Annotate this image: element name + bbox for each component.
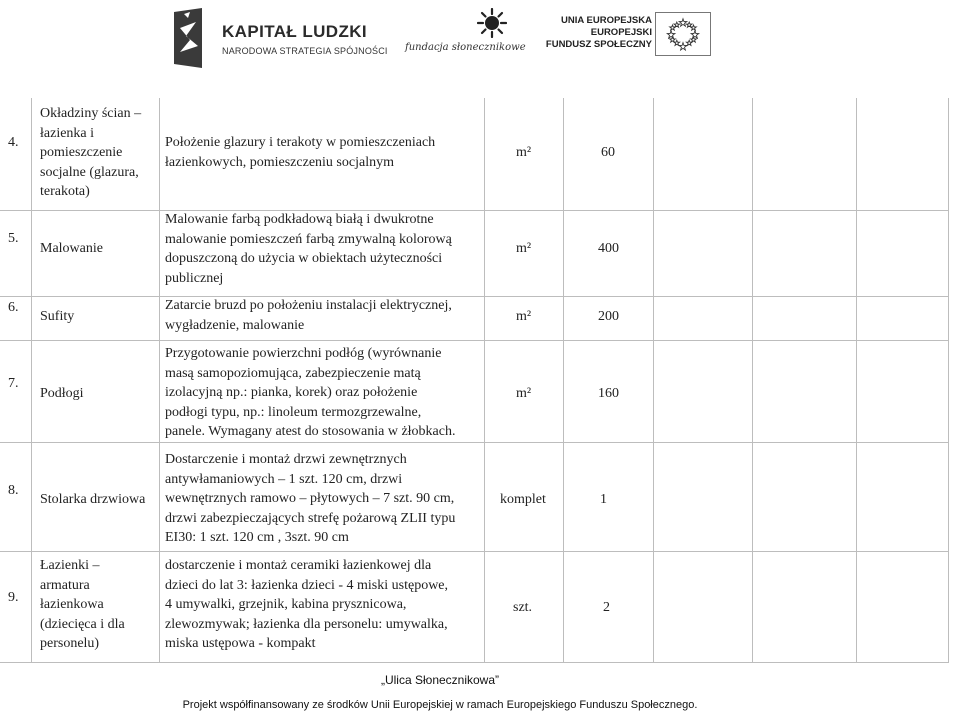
- grid-line: [856, 98, 857, 663]
- description-line: wewnętrznych ramowo – płytowych – 7 szt. 90 cm,: [165, 491, 455, 506]
- description-line: EI30: 1 szt. 120 cm , 3szt. 90 cm: [165, 530, 349, 545]
- work-description: [165, 344, 495, 442]
- work-name-line: Malowanie: [40, 241, 103, 256]
- eu-text: [546, 15, 652, 51]
- grid-line: [948, 98, 949, 663]
- description-line: Malowanie farbą podkładową białą i dwukrotne: [165, 212, 434, 227]
- description-line: wygładzenie, malowanie: [165, 317, 305, 333]
- row-number: 7.: [8, 376, 19, 391]
- work-description: [165, 450, 495, 548]
- fundacja-logo: [405, 8, 530, 68]
- grid-line: [0, 340, 948, 341]
- work-name: [40, 490, 160, 510]
- eu-flag-icon: [655, 12, 711, 56]
- work-name-line: personelu): [40, 636, 100, 651]
- description-line: dzieci do lat 3: łazienka dzieci - 4 miski ustępowe,: [165, 577, 449, 593]
- eu-line: EUROPEJSKI: [590, 27, 652, 38]
- work-name-line: Podłogi: [40, 386, 84, 401]
- work-name-line: Sufity: [40, 309, 75, 324]
- description-line: 4 umywalki, grzejnik, kabina prysznicowa,: [165, 597, 407, 612]
- eu-line: FUNDUSZ SPOŁECZNY: [545, 39, 652, 50]
- work-name: [40, 239, 160, 259]
- description-line: Dostarczenie i montaż drzwi zewnętrznych: [165, 452, 407, 467]
- description-line: zlewozmywak; łazienka dla personelu: umywalka,: [165, 616, 448, 632]
- unit: komplet: [500, 492, 546, 507]
- work-description: [165, 133, 495, 172]
- row-number: 6.: [8, 300, 19, 315]
- eu-line: UNIA EUROPEJSKA: [561, 15, 652, 26]
- quantity: 160: [598, 386, 619, 401]
- description-line: masą samopoziomująca, zabezpieczenie matą: [165, 365, 421, 381]
- unit: m²: [516, 145, 532, 160]
- work-name: [40, 104, 160, 202]
- description-line: malowanie pomieszczeń farbą zmywalną kolorową: [165, 231, 452, 247]
- grid-line: [0, 442, 948, 443]
- grid-line: [31, 98, 32, 663]
- description-line: panele. Wymagany atest do stosowania w żłobkach.: [165, 424, 456, 439]
- quantity: 400: [598, 241, 619, 256]
- description-line: drzwi zabezpieczających strefę pożarową ZLII typu: [165, 510, 456, 526]
- work-name-line: łazienkowa: [40, 597, 104, 612]
- description-line: miska ustępowa - kompakt: [165, 636, 316, 651]
- work-name-line: terakota): [40, 184, 90, 199]
- quantity: 60: [601, 145, 615, 160]
- grid-line: [563, 98, 564, 663]
- eu-logo: [545, 12, 710, 60]
- unit: szt.: [513, 600, 533, 615]
- description-line: dopuszczoną do użycia w obiektach użyteczności: [165, 251, 443, 266]
- description-line: dostarczenie i montaż ceramiki łazienkowej dla: [165, 558, 432, 573]
- description-line: Położenie glazury i terakoty w pomieszczeniach: [165, 135, 436, 150]
- description-line: izolacyjną np.: pianka, korek) oraz położenie: [165, 385, 418, 400]
- row-number: 5.: [8, 231, 19, 246]
- description-line: podłogi typu, np.: linoleum termozgrzewalne,: [165, 404, 422, 420]
- quantity: 2: [603, 600, 610, 615]
- work-name: [40, 307, 160, 327]
- work-name: [40, 556, 160, 654]
- work-name-line: pomieszczenie: [40, 145, 123, 160]
- work-name: [40, 384, 160, 404]
- cofinancing-note: Projekt współfinansowany ze środków Unii Europejskiej w ramach Europejskiego Funduszu Społecznego.: [182, 699, 698, 711]
- row-number: 4.: [8, 135, 19, 150]
- quantity: 1: [600, 492, 607, 507]
- work-description: [165, 296, 495, 335]
- grid-line: [653, 98, 654, 663]
- quantity: 200: [598, 309, 619, 324]
- work-description: [165, 210, 495, 288]
- work-name-line: armatura: [40, 577, 90, 593]
- fundacja-text: fundacja słonecznikowe: [405, 42, 526, 53]
- work-name-line: Łazienki –: [40, 558, 100, 573]
- kapital-ludzki-emblem-icon: [172, 6, 206, 70]
- work-name-line: Okładziny ścian –: [40, 106, 142, 121]
- kapital-ludzki-title: KAPITAŁ LUDZKI: [222, 22, 368, 41]
- description-line: Zatarcie bruzd po położeniu instalacji elektrycznej,: [165, 298, 452, 313]
- grid-line: [0, 662, 948, 663]
- project-name: „Ulica Słonecznikowa”: [380, 673, 500, 687]
- work-name-line: (dziecięca i dla: [40, 616, 125, 632]
- description-line: publicznej: [165, 270, 224, 286]
- work-name-line: Stolarka drzwiowa: [40, 492, 146, 507]
- description-line: Przygotowanie powierzchni podłóg (wyrównanie: [165, 346, 442, 361]
- row-number: 9.: [8, 590, 19, 605]
- unit: m²: [516, 309, 532, 324]
- unit: m²: [516, 241, 532, 256]
- grid-line: [0, 551, 948, 552]
- grid-line: [752, 98, 753, 663]
- sunflower-icon: [477, 8, 507, 38]
- description-line: łazienkowych, pomieszczeniu socjalnym: [165, 154, 394, 170]
- works-table: [0, 98, 960, 663]
- unit: m²: [516, 386, 532, 401]
- description-line: antywłamaniowych – 1 szt. 120 cm, drzwi: [165, 471, 403, 487]
- row-number: 8.: [8, 483, 19, 498]
- work-name-line: socjalne (glazura,: [40, 164, 139, 180]
- work-description: [165, 556, 495, 654]
- kapital-ludzki-subtitle: NARODOWA STRATEGIA SPÓJNOŚCI: [222, 46, 388, 56]
- work-name-line: łazienka i: [40, 125, 95, 141]
- kapital-ludzki-logo: [172, 6, 388, 70]
